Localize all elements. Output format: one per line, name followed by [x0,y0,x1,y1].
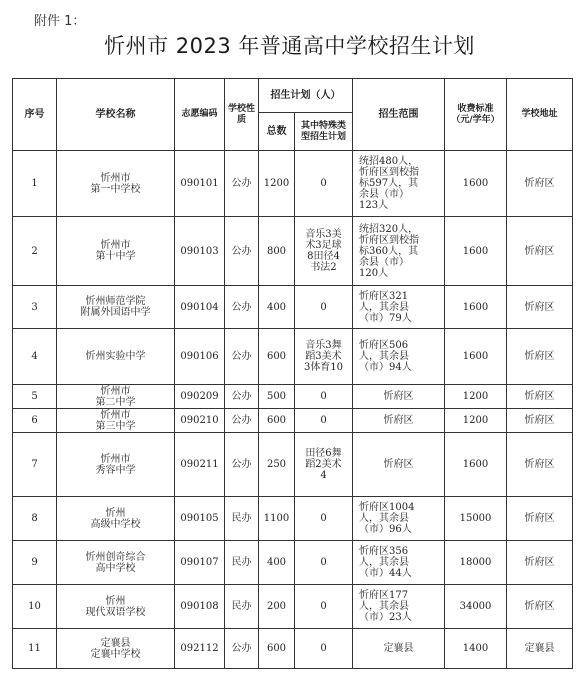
plan-total: 600 [259,629,295,669]
table-row [13,329,573,385]
school-address: 忻府区 [507,497,573,541]
school-code: 090104 [175,286,225,329]
enrollment-scope: 统招320人， 忻府区到校指 标360人，其 余县（市） 120人 [353,217,445,286]
plan-total: 800 [259,217,295,286]
plan-special: 0 [295,541,353,585]
enrollment-scope: 定襄县 [353,629,445,669]
school-address: 忻府区 [507,409,573,433]
school-type: 公办 [225,629,259,669]
school-address: 忻府区 [507,217,573,286]
tuition-fee: 1600 [445,151,507,217]
school-type: 民办 [225,497,259,541]
school-name: 定襄县 定襄中学校 [57,629,175,669]
plan-special: 0 [295,151,353,217]
tuition-fee: 34000 [445,585,507,629]
header-fee: 收费标准（元/学年） [445,79,507,151]
tuition-fee: 1600 [445,217,507,286]
tuition-fee: 1600 [445,433,507,497]
school-address: 忻府区 [507,433,573,497]
tuition-fee: 1600 [445,329,507,385]
row-seq: 6 [13,409,57,433]
enrollment-scope: 忻府区506 人，其余县 （市）94人 [353,329,445,385]
school-name: 忻州实验中学 [57,329,175,385]
header-total: 总数 [259,113,295,151]
school-code: 090101 [175,151,225,217]
enrollment-scope: 忻府区 [353,409,445,433]
header-scope: 招生范围 [353,79,445,151]
school-type: 公办 [225,286,259,329]
tuition-fee: 1400 [445,629,507,669]
plan-special: 0 [295,385,353,409]
plan-special: 0 [295,286,353,329]
plan-total: 600 [259,409,295,433]
plan-total: 400 [259,541,295,585]
school-type: 公办 [225,409,259,433]
header-type: 学校性质 [225,79,259,151]
plan-total: 1100 [259,497,295,541]
row-seq: 7 [13,433,57,497]
header-school-name: 学校名称 [57,79,175,151]
school-code: 090209 [175,385,225,409]
table-row [13,217,573,286]
row-seq: 5 [13,385,57,409]
school-code: 090103 [175,217,225,286]
table-row [13,409,573,433]
table-row [13,151,573,217]
table-row [13,585,573,629]
school-type: 公办 [225,329,259,385]
plan-special: 音乐3美 术3足球 8田径4 书法2 [295,217,353,286]
school-code: 090107 [175,541,225,585]
plan-total: 400 [259,286,295,329]
table-row [13,433,573,497]
school-address: 忻府区 [507,151,573,217]
header-code: 志愿编码 [175,79,225,151]
school-address: 忻府区 [507,286,573,329]
school-type: 民办 [225,585,259,629]
school-code: 090105 [175,497,225,541]
table-row [13,385,573,409]
row-seq: 10 [13,585,57,629]
enrollment-scope: 忻府区1004 人，其余县 （市）96人 [353,497,445,541]
school-name: 忻州创奇综合 高中学校 [57,541,175,585]
enrollment-scope: 忻府区 [353,385,445,409]
table-row [13,286,573,329]
school-name: 忻州 现代双语学校 [57,585,175,629]
plan-special: 0 [295,629,353,669]
school-type: 公办 [225,385,259,409]
plan-total: 1200 [259,151,295,217]
school-name: 忻州市 第一中学校 [57,151,175,217]
enrollment-plan-table [12,78,573,669]
table-row [13,629,573,669]
page-title: 忻州市 2023 年普通高中学校招生计划 [104,34,475,58]
header-plan: 招生计划（人） [259,79,353,113]
plan-special: 0 [295,409,353,433]
table-row [13,497,573,541]
plan-total: 250 [259,433,295,497]
school-type: 公办 [225,151,259,217]
header-address: 学校地址 [507,79,573,151]
table-row [13,541,573,585]
school-type: 公办 [225,217,259,286]
plan-total: 200 [259,585,295,629]
row-seq: 9 [13,541,57,585]
plan-special: 0 [295,585,353,629]
school-address: 忻府区 [507,385,573,409]
row-seq: 1 [13,151,57,217]
row-seq: 3 [13,286,57,329]
enrollment-scope: 忻府区356 人，其余县 （市）44人 [353,541,445,585]
plan-total: 600 [259,329,295,385]
school-address: 忻府区 [507,329,573,385]
tuition-fee: 18000 [445,541,507,585]
school-type: 公办 [225,433,259,497]
enrollment-scope: 忻府区321 人，其余县 （市）79人 [353,286,445,329]
header-special: 其中特殊类型招生计划 [295,113,353,151]
attachment-label: 附件 1： [34,14,86,29]
school-code: 090108 [175,585,225,629]
school-address: 忻府区 [507,585,573,629]
plan-special: 音乐3舞 蹈3美术 3体育10 [295,329,353,385]
header-seq: 序号 [13,79,57,151]
tuition-fee: 1200 [445,409,507,433]
tuition-fee: 1200 [445,385,507,409]
enrollment-scope: 忻府区177 人，其余县 （市）23人 [353,585,445,629]
enrollment-scope: 统招480人， 忻府区到校指 标597人，其 余县（市） 123人 [353,151,445,217]
tuition-fee: 1600 [445,286,507,329]
school-name: 忻州市 第十中学 [57,217,175,286]
school-name: 忻州市 秀容中学 [57,433,175,497]
plan-total: 500 [259,385,295,409]
tuition-fee: 15000 [445,497,507,541]
school-code: 090211 [175,433,225,497]
plan-special: 0 [295,497,353,541]
enrollment-scope: 忻府区 [353,433,445,497]
school-code: 090210 [175,409,225,433]
school-name: 忻州 高级中学校 [57,497,175,541]
school-name: 忻州师范学院 附属外国语中学 [57,286,175,329]
school-name: 忻州市 第二中学 [57,385,175,409]
row-seq: 11 [13,629,57,669]
school-address: 忻府区 [507,541,573,585]
school-code: 092112 [175,629,225,669]
school-address: 定襄县 [507,629,573,669]
school-type: 民办 [225,541,259,585]
row-seq: 2 [13,217,57,286]
school-code: 090106 [175,329,225,385]
row-seq: 8 [13,497,57,541]
row-seq: 4 [13,329,57,385]
school-name: 忻州市 第三中学 [57,409,175,433]
plan-special: 田径6舞 蹈2美术 4 [295,433,353,497]
